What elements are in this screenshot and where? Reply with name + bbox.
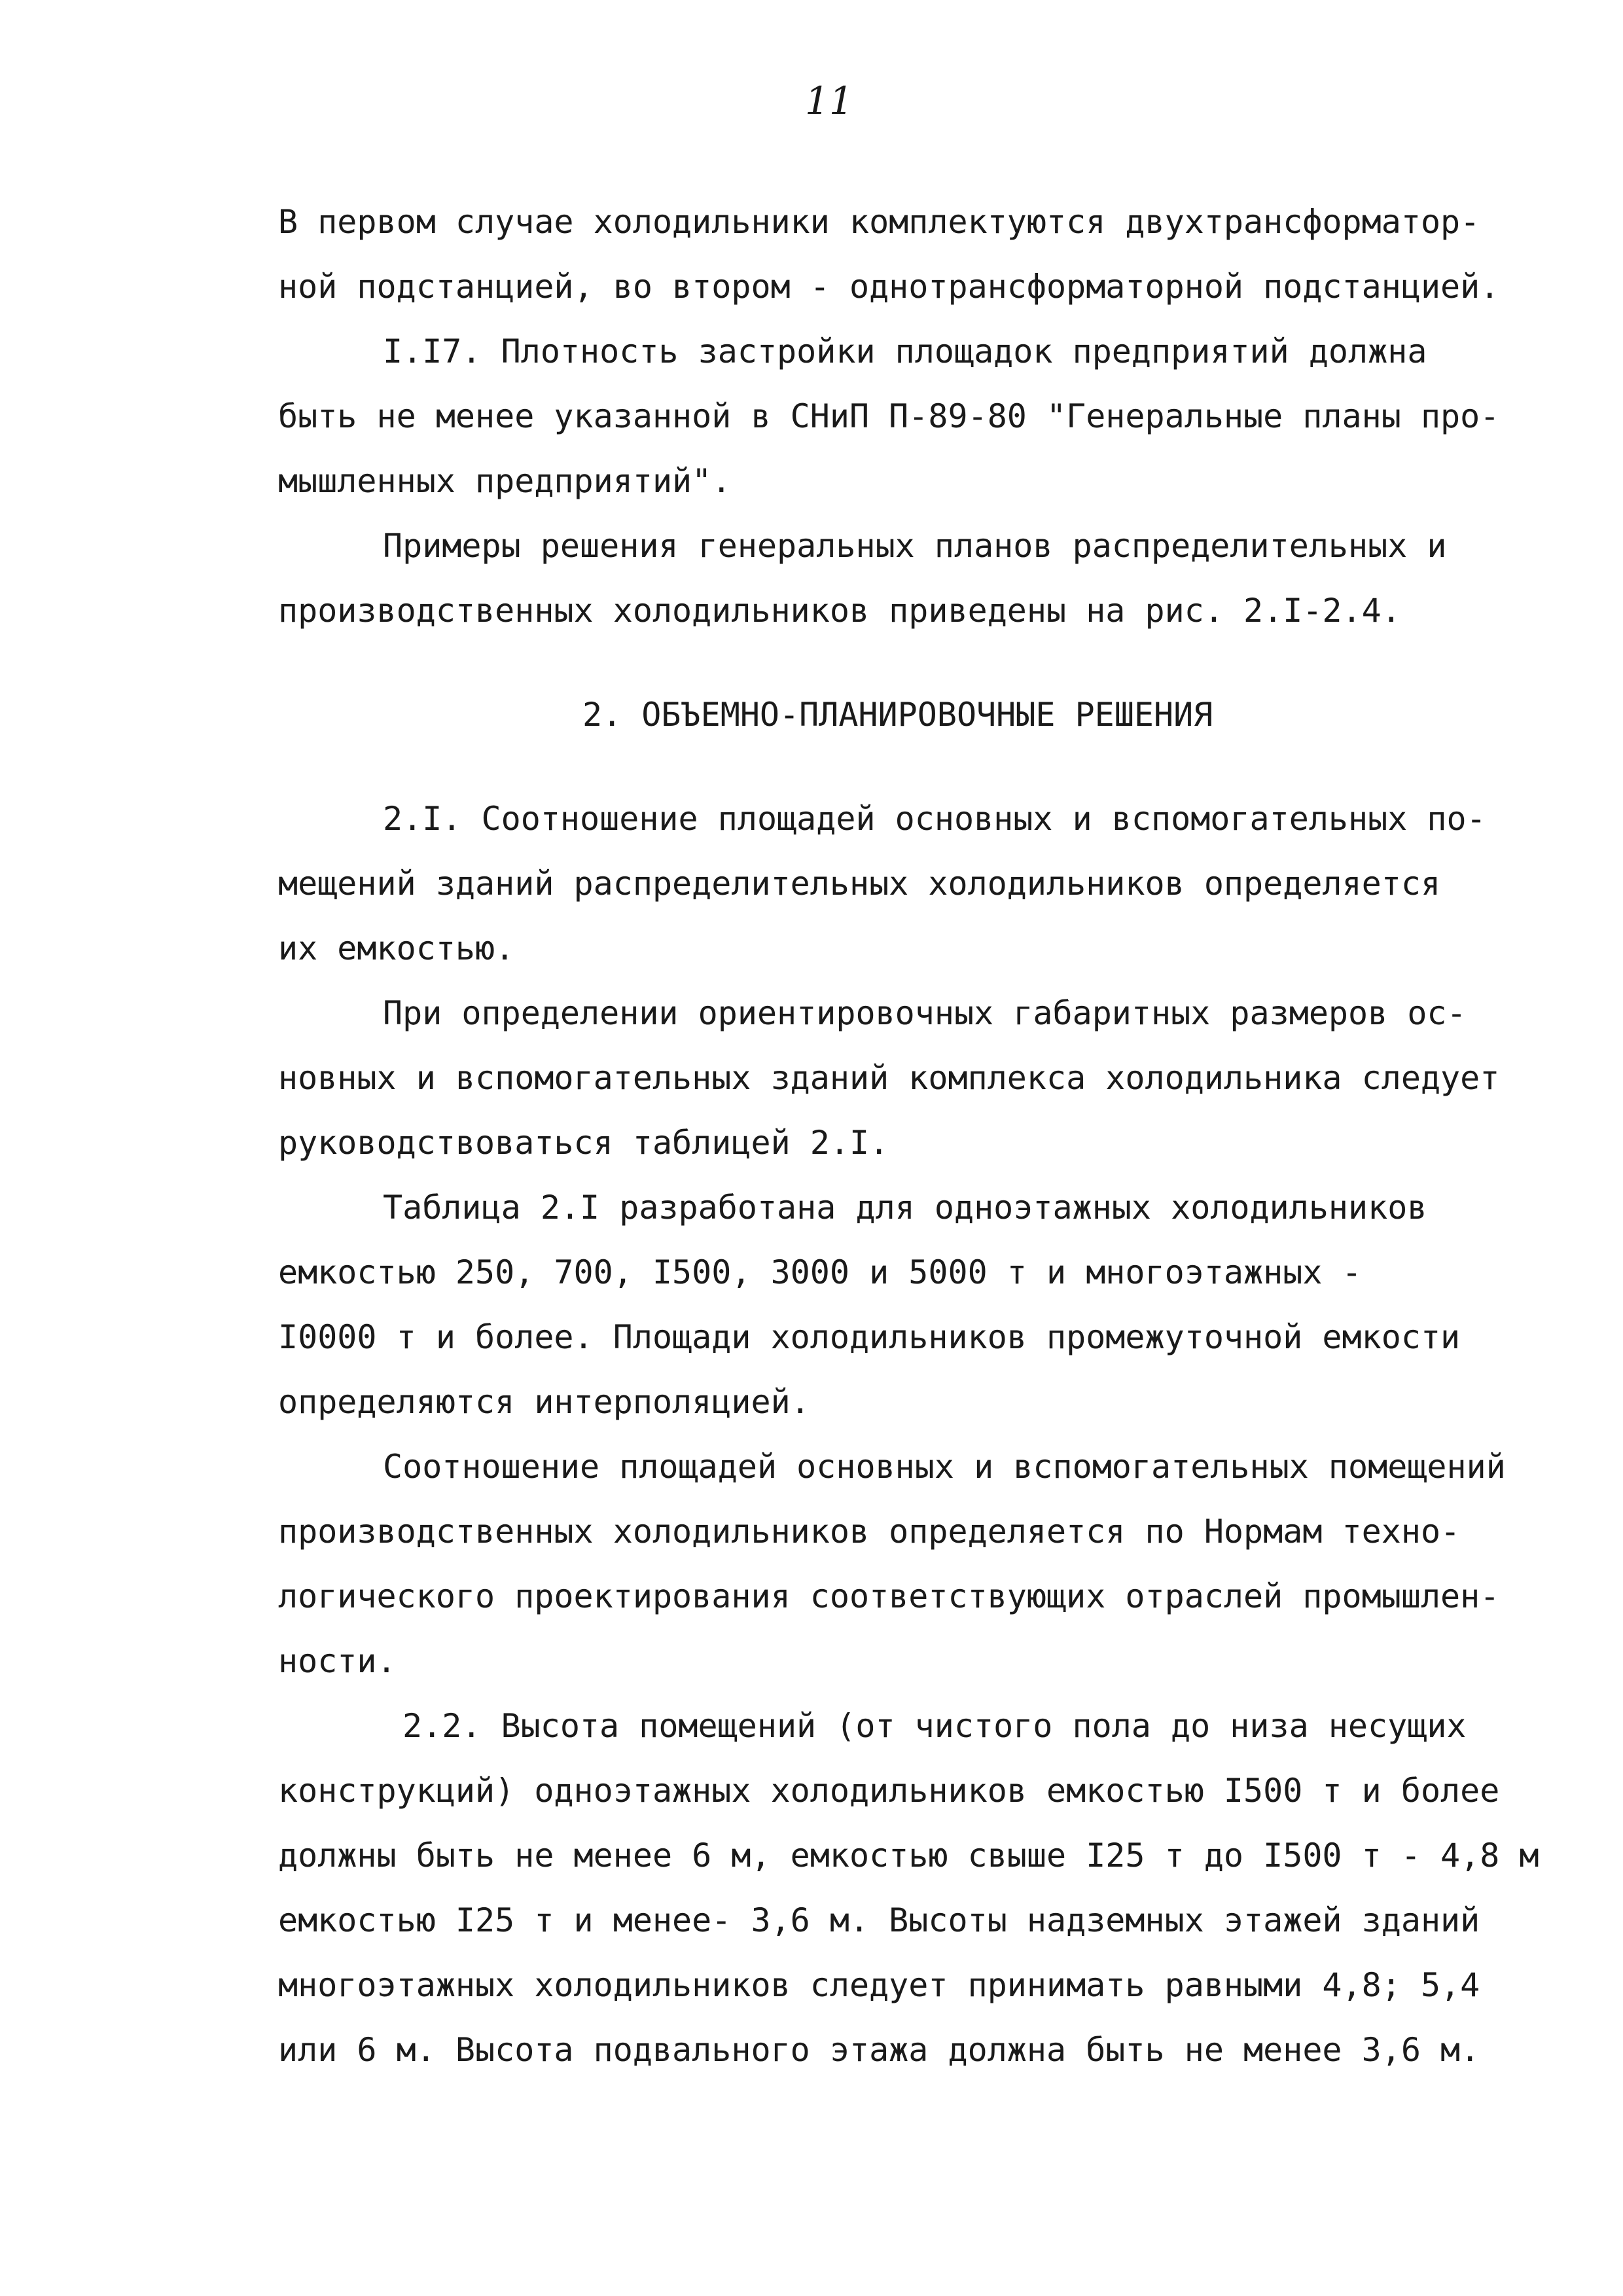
text-line: быть не менее указанной в СНиП П-89-80 "Генеральные планы про- bbox=[278, 397, 1500, 435]
text-line: мышленных предприятий". bbox=[278, 462, 732, 500]
text-line: емкостью I25 т и менее- 3,6 м. Высоты надземных этажей зданий bbox=[278, 1901, 1480, 1939]
text-line: производственных холодильников приведены на рис. 2.I-2.4. bbox=[278, 592, 1401, 630]
page-number: 11 bbox=[805, 79, 853, 123]
clause-2-1-start: 2.I. Соотношение площадей основных и вспомогательных по- bbox=[383, 800, 1486, 838]
section-gap bbox=[278, 643, 1574, 683]
text-line: производственных холодильников определяется по Нормам техно- bbox=[278, 1513, 1461, 1551]
text-line: новных и вспомогательных зданий комплекса холодильника следует bbox=[278, 1059, 1500, 1097]
text-line: I0000 т и более. Площади холодильников промежуточной емкости bbox=[278, 1318, 1461, 1356]
section-heading: 2. ОБЪЕМНО-ПЛАНИРОВОЧНЫЕ РЕШЕНИЯ bbox=[582, 696, 1213, 734]
text-line: конструкций) одноэтажных холодильников емкостью I500 т и более bbox=[278, 1772, 1500, 1810]
section-gap bbox=[278, 747, 1574, 787]
text-line: должны быть не менее 6 м, емкостью свыше I25 т до I500 т - 4,8 м bbox=[278, 1837, 1539, 1874]
paragraph-start: Таблица 2.I разработана для одноэтажных холодильников bbox=[383, 1189, 1427, 1227]
text-line: многоэтажных холодильников следует принимать равными 4,8; 5,4 bbox=[278, 1966, 1480, 2004]
text-line: емкостью 250, 700, I500, 3000 и 5000 т и многоэтажных - bbox=[278, 1253, 1362, 1291]
text-line: ности. bbox=[278, 1642, 397, 1680]
text-line: их емкостью. bbox=[278, 929, 515, 967]
clause-1-17-start: I.I7. Плотность застройки площадок предприятий должна bbox=[383, 332, 1427, 370]
text-line: мещений зданий распределительных холодильников определяется bbox=[278, 865, 1441, 903]
text-line: логического проектирования соответствующих отраслей промышлен- bbox=[278, 1577, 1500, 1615]
text-line: В первом случае холодильники комплектуются двухтрансформатор- bbox=[278, 203, 1480, 241]
text-line: определяются интерполяцией. bbox=[278, 1383, 810, 1421]
text-line: ной подстанцией, во втором - однотрансформаторной подстанцией. bbox=[278, 268, 1500, 306]
paragraph-start: Примеры решения генеральных планов распределительных и bbox=[383, 527, 1447, 565]
text-line: или 6 м. Высота подвального этажа должна быть не менее 3,6 м. bbox=[278, 2031, 1480, 2069]
paragraph-start: Соотношение площадей основных и вспомогательных помещений bbox=[383, 1448, 1506, 1486]
text-line: руководствоваться таблицей 2.I. bbox=[278, 1124, 889, 1162]
paragraph-start: При определении ориентировочных габаритных размеров ос- bbox=[383, 994, 1467, 1032]
document-body bbox=[278, 190, 1574, 2083]
clause-2-2-start: 2.2. Высота помещений (от чистого пола до низа несущих bbox=[402, 1707, 1467, 1745]
